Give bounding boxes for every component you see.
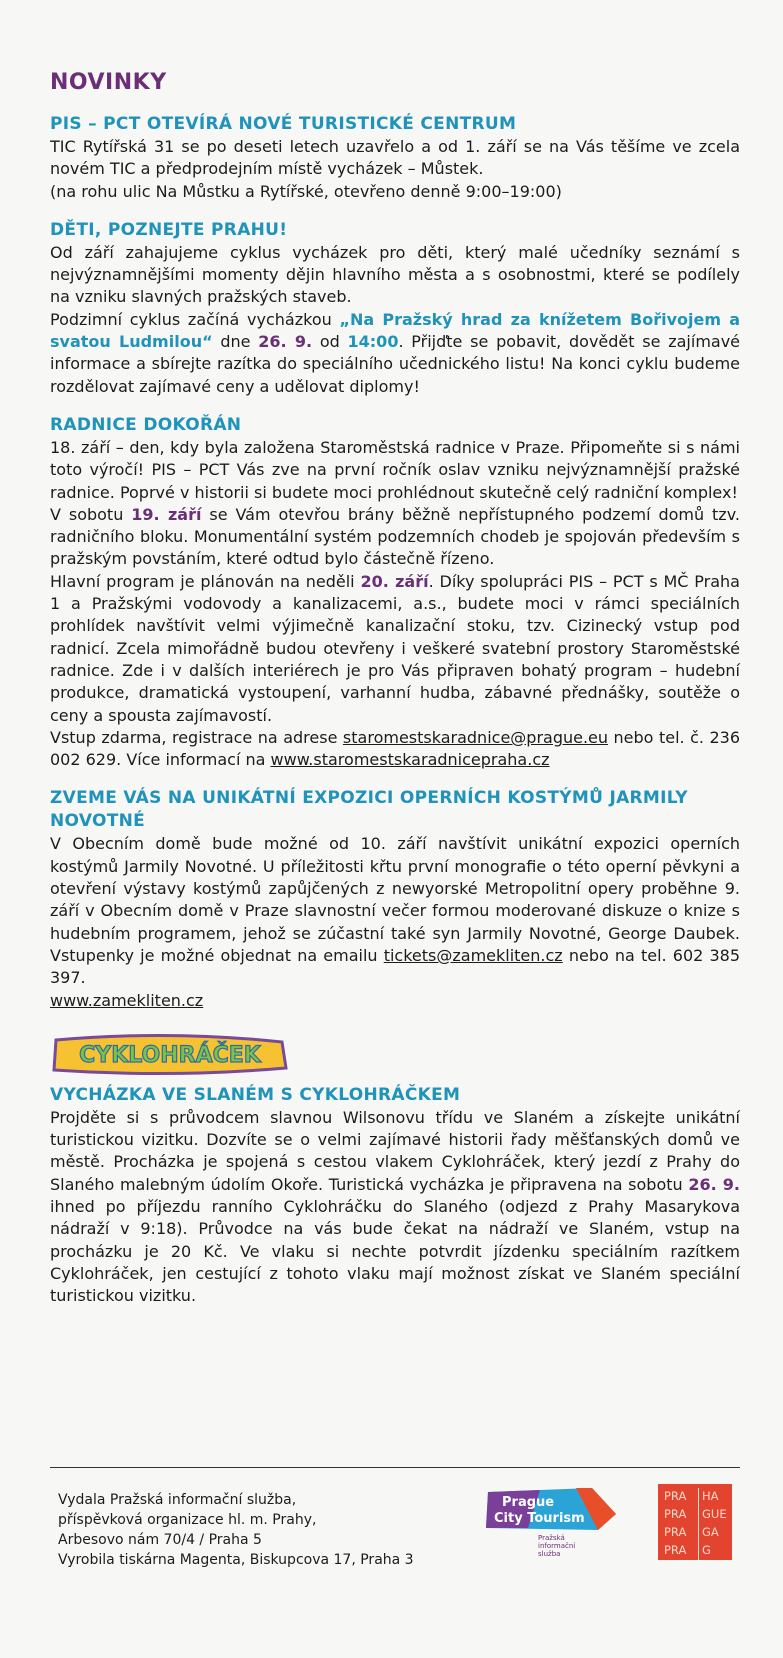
svg-text:informační: informační: [538, 1542, 576, 1550]
section-title: RADNICE DOKOŘÁN: [50, 414, 242, 435]
web-link[interactable]: www.staromestskaradnicepraha.cz: [270, 750, 550, 770]
footer-divider: [50, 1467, 740, 1468]
section-slany-walk: [50, 1084, 740, 1308]
section-town-hall: [50, 414, 740, 771]
footer-imprint: [58, 1490, 414, 1570]
section-title: VYCHÁZKA VE SLANÉM S CYKLOHRÁČKEM: [50, 1084, 461, 1105]
imprint-line: Arbesovo nám 70/4 / Praha 5: [58, 1532, 262, 1548]
svg-text:City Tourism: City Tourism: [494, 1511, 585, 1526]
paragraph: Hlavní program je plánován na neděli 20. září. Díky spolupráci PIS – PCT s MČ Praha 1 a Pražskými vodovody a kanalizacemi, a.s., budete moci v rámci speciálních prohlídek navštívit velmi výjimečně kanalizační stoku, tzv. Cizinecký vstup pod radnicí. Zcela mimořádně budou otevřeny i veškeré svatební prostory Staroměstské radnice. Zde i v dalších interiérech je pro Vás připraven bohatý program – hudební produkce, dramatická vystoupení, varhanní hudba, zábavné přednášky, soutěže o ceny a spousta zajímavostí.: [50, 571, 740, 725]
paragraph: 18. září – den, kdy byla založena Staroměstská radnice v Praze. Připomeňte si s námi toto výročí! PIS – PCT Vás zve na první ročník oslav vzniku nejvýznamnější pražské radnice. Poprvé v historii si budete moci prohlédnout skutečně celý radniční komplex!: [50, 437, 740, 502]
section-title: DĚTI, POZNEJTE PRAHU!: [50, 219, 288, 240]
section-title: ZVEME VÁS NA UNIKÁTNÍ EXPOZICI OPERNÍCH KOSTÝMŮ JARMILY NOVOTNÉ: [50, 788, 688, 832]
imprint-line: Vyrobila tiskárna Magenta, Biskupcova 17, Praha 3: [58, 1552, 414, 1568]
paragraph: V Obecním domě bude možné od 10. září navštívit unikátní expozici operních kostýmů Jarmily Novotné. U příležitosti křtu první monografie o této operní pěvkyni a otevření výstavy kostýmů zapůjčených z newyorské Metropolitní opery proběhne 9. září v Obecním domě v Praze slavnostní večer formou moderované diskuze o knize s hudebním programem, jehož se zúčastní také syn Jarmily Novotné, George Daubek. Vstupenky je možné objednat na emailu tickets@zamekliten.cz nebo na tel. 602 385 397. www.zamekliten.cz: [50, 834, 740, 1010]
svg-text:služba: služba: [538, 1550, 561, 1558]
paragraph: Podzimní cyklus začíná vycházkou „Na Pražský hrad za knížetem Bořivojem a svatou Ludmilou“ dne 26. 9. od 14:00. Přijďte se pobavit, dovědět se zajímavé informace a sbírejte razítka do speciálního učednického listu! Na konci cyklu budeme rozdělovat zajímavé ceny a udělovat diplomy!: [50, 309, 741, 396]
svg-text:Prague: Prague: [502, 1495, 555, 1510]
paragraph: TIC Rytířská 31 se po deseti letech uzavřelo a od 1. září se na Vás těšíme ve zcela novém TIC a předprodejním místě vycházek – Můstek. (na rohu ulic Na Můstku a Rytířské, otevřeno denně 9:00–19:00): [50, 137, 740, 201]
section-opera-costumes: [50, 787, 740, 1011]
imprint-line: příspěvková organizace hl. m. Prahy,: [58, 1512, 317, 1528]
section-new-tic: [50, 113, 740, 203]
svg-text:Pražská: Pražská: [538, 1534, 565, 1542]
imprint-line: Vydala Pražská informační služba,: [58, 1492, 297, 1508]
time: 14:00: [347, 332, 399, 352]
paragraph: V sobotu 19. září se Vám otevřou brány běžně nepřístupného podzemí domů tzv. radničního bloku. Monumentální systém podzemních chodeb je spojován především s pražským povstáním, které odtud bylo částečně řízeno.: [50, 504, 741, 569]
date: 26. 9.: [258, 332, 313, 352]
prague-city-tourism-logo: [480, 1484, 620, 1562]
newsletter-page: [50, 70, 740, 1323]
date: 19. září: [131, 504, 202, 524]
date: 26. 9.: [688, 1174, 741, 1194]
web-link[interactable]: www.zamekliten.cz: [50, 990, 204, 1010]
praha-logo: PRA HA PRA GUE PRA GA PRA G: [658, 1484, 732, 1560]
section-children: [50, 219, 740, 398]
walk-name: „Na Pražský hrad za knížetem Bořivojem a svatou Ludmilou“: [50, 309, 740, 352]
email-link[interactable]: tickets@zamekliten.cz: [383, 945, 563, 965]
email-link[interactable]: staromestskaradnice@prague.eu: [342, 727, 609, 747]
paragraph: Vstup zdarma, registrace na adrese staromestskaradnice@prague.eu nebo tel. č. 236 002 629. Více informací na www.staromestskaradnicepraha.cz: [50, 727, 741, 770]
cyklohracek-logo: [50, 1028, 290, 1078]
paragraph: Od září zahajujeme cyklus vycházek pro děti, který malé učedníky seznámí s nejvýznamnějšími momenty dějin hlavního města a s osobnostmi, které se podílely na vzniku slavných pražských staveb.: [50, 242, 740, 307]
paragraph: Projděte si s průvodcem slavnou Wilsonovu třídu ve Slaném a získejte unikátní turistickou vizitku. Dozvíte se o velmi zajímavé historii řady měšťanských domů ve městě. Procházka je spojená s cestou vlakem Cyklohráček, který jezdí z Prahy do Slaného malebným údolím Okoře. Turistická vycházka je připravena na sobotu 26. 9. ihned po příjezdu ranního Cyklohráčku do Slaného (odjezd z Prahy Masarykova nádraží v 9:18). Průvodce na vás bude čekat na nádraží ve Slaném, vstup na procházku je 20 Kč. Ve vlaku si nechte potvrdit jízdenku speciálním razítkem Cyklohráček, jen cestující z tohoto vlaku mají možnost získat ve Slaném speciální turistickou vizitku.: [50, 1107, 741, 1306]
date: 20. září: [360, 571, 429, 591]
page-title: NOVINKY: [50, 70, 167, 95]
section-title: PIS – PCT OTEVÍRÁ NOVÉ TURISTICKÉ CENTRUM: [50, 114, 517, 134]
svg-text:CYKLOHRÁČEK: CYKLOHRÁČEK: [79, 1042, 261, 1068]
